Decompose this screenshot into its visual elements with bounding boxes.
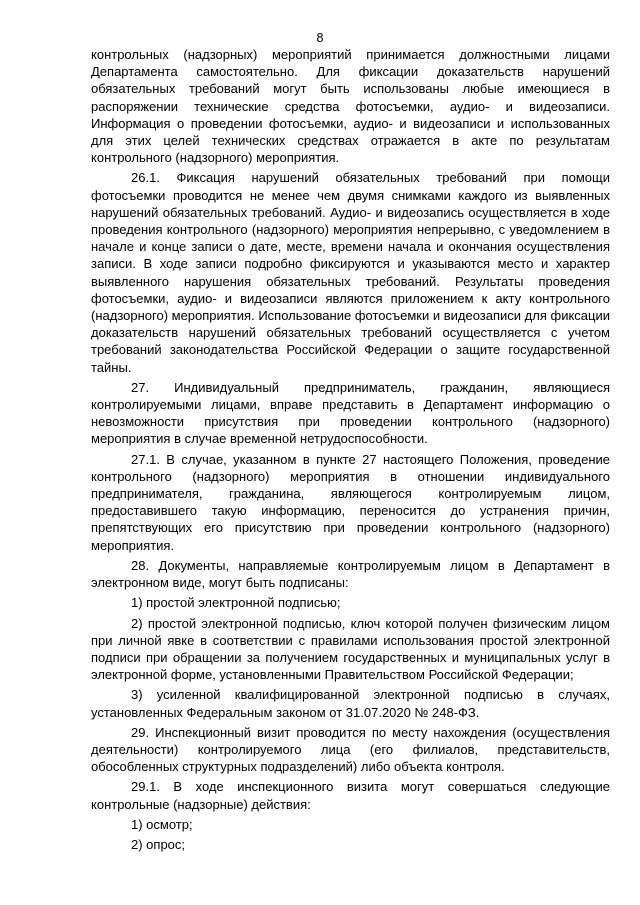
paragraph-27-1: 27.1. В случае, указанном в пункте 27 настоящего Положения, проведение контрольного (надзорного) мероприятия в отношении индивидуального предпринимателя, гражданина, являющегося контролируемым лицом, предоставившего такую информацию, переносится до устранения причин, препятствующих его присутствию при проведении контрольного (надзорного) мероприятия. bbox=[91, 451, 610, 553]
paragraph-29: 29. Инспекционный визит проводится по месту нахождения (осуществления деятельности) контролируемого лица (его филиалов, представительств, обособленных структурных подразделений) либо объекта контроля. bbox=[91, 724, 610, 775]
document-body bbox=[91, 46, 610, 853]
list-item-28-2: 2) простой электронной подписью, ключ которой получен физическим лицом при личной явке в соответствии с правилами использования простой электронной подписи при обращении за получением государственных и муниципальных услуг в электронной форме, установленными Правительством Российской Федерации; bbox=[91, 615, 610, 683]
list-item-29-1-2: 2) опрос; bbox=[131, 836, 186, 852]
paragraph-27: 27. Индивидуальный предприниматель, гражданин, являющиеся контролируемыми лицами, вправе представить в Департамент информацию о невозможности присутствия при проведении контрольного (надзорного) мероприятия в случае временной нетрудоспособности. bbox=[91, 379, 610, 447]
list-item-28-1: 1) простой электронной подписью; bbox=[131, 595, 341, 611]
page-number: 8 bbox=[316, 31, 324, 45]
list-item-29-1-1: 1) осмотр; bbox=[131, 816, 193, 832]
paragraph-28: 28. Документы, направляемые контролируемым лицом в Департамент в электронном виде, могут быть подписаны: bbox=[91, 557, 610, 591]
paragraph-29-1: 29.1. В ходе инспекционного визита могут совершаться следующие контрольные (надзорные) действия: bbox=[91, 779, 610, 812]
list-item-28-3: 3) усиленной квалифицированной электронной подписью в случаях, установленных Федеральным законом от 31.07.2020 № 248-ФЗ. bbox=[91, 687, 610, 720]
paragraph-continuation: контрольных (надзорных) мероприятий принимается должностными лицами Департамента самостоятельно. Для фиксации доказательств нарушений обязательных требований могут быть использованы любые имеющиеся в распоряжении технические средства фотосъемки, аудио- и видеозаписи. Информация о проведении фотосъемки, аудио- и видеозаписи и использованных для этих целей технических средствах отражается в акте по результатам контрольного (надзорного) мероприятия. bbox=[91, 47, 610, 166]
paragraph-26-1: 26.1. Фиксация нарушений обязательных требований при помощи фотосъемки проводится не менее чем двумя снимками каждого из выявленных нарушений обязательных требований. Аудио- и видеозапись осуществляется в ходе проведения контрольного (надзорного) мероприятия непрерывно, с уведомлением в начале и конце записи о дате, месте, времени начала и окончания осуществления записи. В ходе записи подробно фиксируются и указываются место и характер выявленного нарушения обязательных требований. Результаты проведения фотосъемки, аудио- и видеозаписи являются приложением к акту контрольного (надзорного) мероприятия. Использование фотосъемки и видеозаписи для фиксации доказательств нарушений обязательных требований осуществляется с учетом требований законодательства Российской Федерации о защите государственной тайны. bbox=[91, 170, 610, 375]
